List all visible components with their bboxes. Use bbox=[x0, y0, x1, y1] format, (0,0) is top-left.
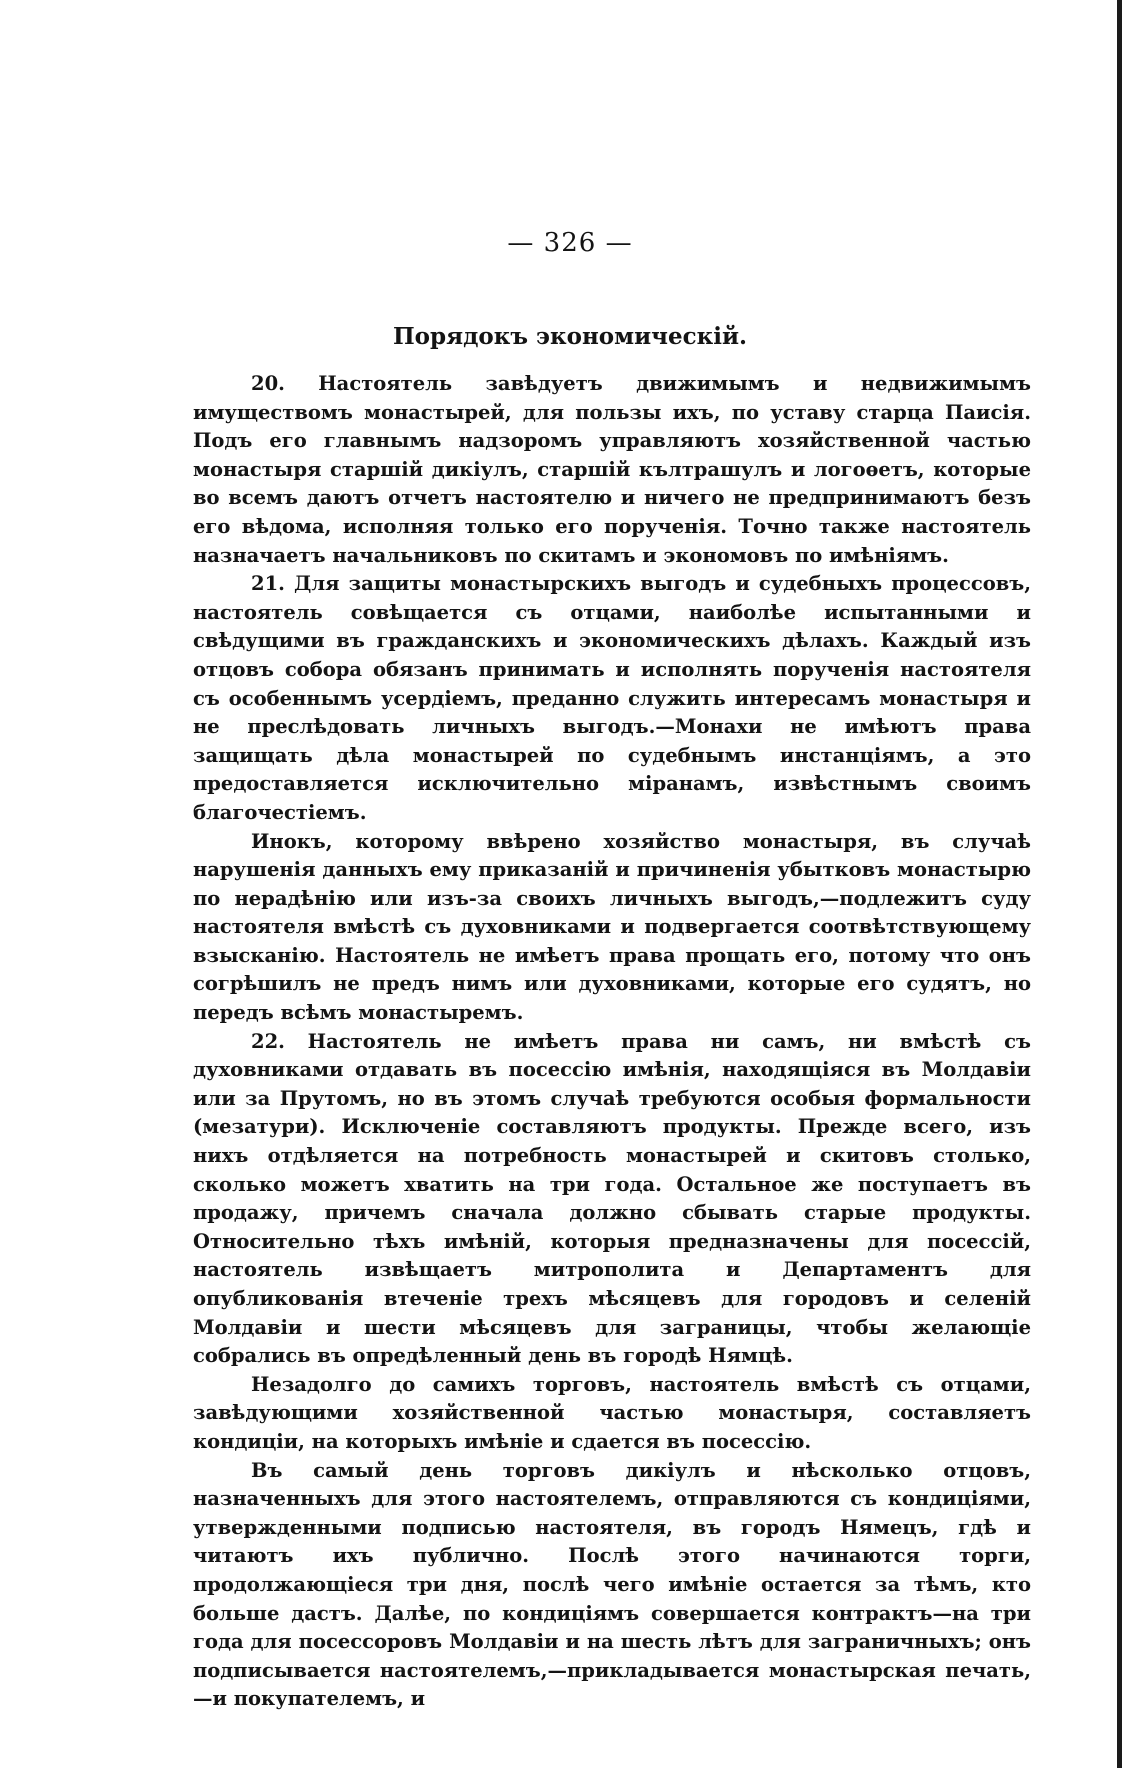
paragraph-21: 21. Для защиты монастырскихъ выгодъ и судебныхъ процессовъ, настоятель совѣщается съ отцами, наиболѣе испытанными и свѣдущими въ гражданскихъ и экономическихъ дѣлахъ. Каждый изъ отцовъ собора обязанъ принимать и исполнять порученія настоятеля съ особеннымъ усердіемъ, преданно служить интересамъ монастыря и не преслѣдовать личныхъ выгодъ.—Монахи не имѣютъ права защищать дѣла монастырей по судебнымъ инстанціямъ, а это предоставляется исключительно міранамъ, извѣстнымъ своимъ благочестіемъ. bbox=[193, 572, 1031, 824]
paragraph-20: 20. Настоятель завѣдуетъ движимымъ и недвижимымъ имуществомъ монастырей, для пользы ихъ, по уставу старца Паисія. Подъ его главнымъ надзоромъ управляютъ хозяйственной частью монастыря старшій дикіулъ, старшій кълтрашулъ и логоѳетъ, которые во всемъ даютъ отчетъ настоятелю и ничего не предпринимаютъ безъ его вѣдома, исполняя только его порученія. Точно также настоятель назначаетъ начальниковъ по скитамъ и экономовъ по имѣніямъ. bbox=[193, 372, 1031, 567]
paragraph-22: 22. Настоятель не имѣетъ права ни самъ, ни вмѣстѣ съ духовниками отдавать въ посессію имѣнія, находящіяся въ Молдавіи или за Прутомъ, но въ этомъ случаѣ требуются особыя формальности (мезатури). Исключеніе составляютъ продукты. Прежде всего, изъ нихъ отдѣляется на потребность монастырей и скитовъ столько, сколько можетъ хватить на три года. Остальное же поступаетъ въ продажу, причемъ сначала должно сбывать старые продукты. Относительно тѣхъ имѣній, которыя предназначены для посессій, настоятель извѣщаетъ митрополита и Департаментъ для опубликованія втеченіе трехъ мѣсяцевъ для городовъ и селеній Молдавіи и шести мѣсяцевъ для заграницы, чтобы желающіе собрались въ опредѣленный день въ городѣ Нямцѣ. bbox=[193, 1029, 1031, 1368]
page-number: — 326 — bbox=[507, 228, 633, 258]
paragraph-torgi: Въ самый день торговъ дикіулъ и нѣсколько отцовъ, назначенныхъ для этого настоятелемъ, отправляются съ кондиціями, утвержденными подписью настоятеля, въ городъ Нямецъ, гдѣ и читаютъ ихъ публично. Послѣ этого начинаются торги, продолжающіеся три дня, послѣ чего имѣніе остается за тѣмъ, кто больше дастъ. Далѣе, по кондиціямъ совершается контрактъ—на три года для посессоровъ Молдавіи и на шесть лѣтъ для заграничныхъ; онъ подписывается настоятелемъ,—прикладывается монастырская печать,—и покупателемъ, и bbox=[193, 1458, 1031, 1711]
section-title: Порядокъ экономическій. bbox=[392, 323, 748, 350]
paragraph-nezadolgo: Незадолго до самихъ торговъ, настоятель вмѣстѣ съ отцами, завѣдующими хозяйственной частью монастыря, составляетъ кондиціи, на которыхъ имѣніе и сдается въ посессію. bbox=[193, 1372, 1031, 1453]
paragraph-inok: Инокъ, которому ввѣрено хозяйство монастыря, въ случаѣ нарушенія данныхъ ему приказаній и причиненія убытковъ монастырю по нерадѣнію или изъ-за своихъ личныхъ выгодъ,—подлежитъ суду настоятеля вмѣстѣ съ духовниками и подвергается соотвѣтствующему взысканію. Настоятель не имѣетъ права прощать его, потому что онъ согрѣшилъ не предъ нимъ или духовниками, которые его судятъ, но передъ всѣмъ монастыремъ. bbox=[193, 829, 1031, 1025]
body-text bbox=[193, 370, 1031, 1714]
page-edge-line bbox=[1117, 0, 1122, 1768]
